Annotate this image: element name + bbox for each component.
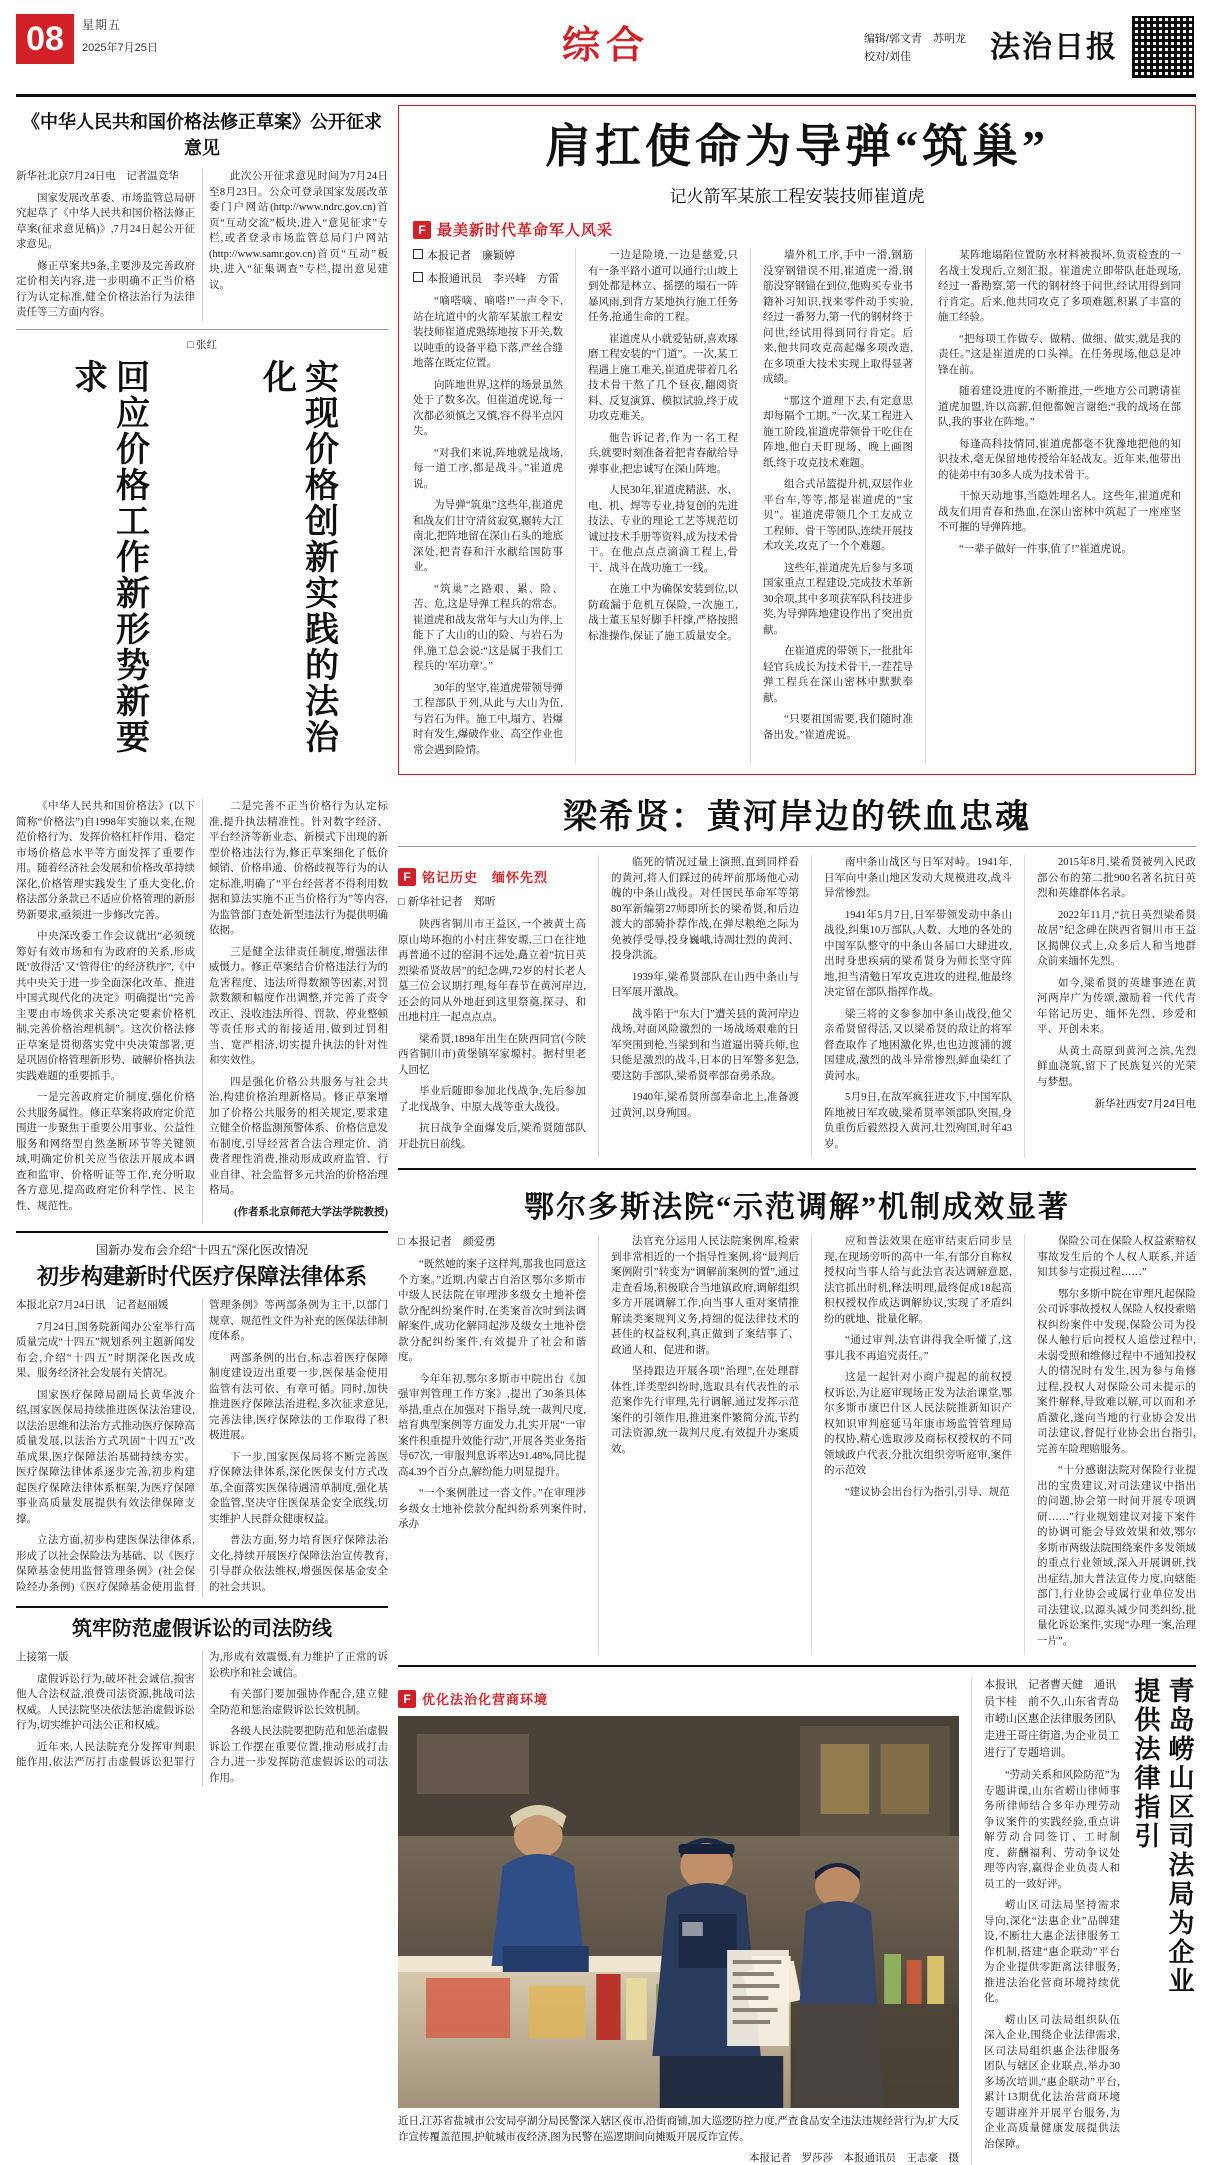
photo-frame: [398, 1716, 959, 2108]
paragraph: 崂山区司法局坚持需求导向,深化“法惠企业”品牌建设,不断壮大惠企法律服务工作机制,搭建“惠企联动”平台为企业提供零距离法律服务,推进法治化营商环境持续优化。: [984, 1900, 1120, 2004]
paragraph: “建议协会出台行为指引,引导、规范: [845, 1486, 1010, 1498]
photo-story: [398, 1677, 959, 2165]
vertical-headline-1: 回应价格工作新形势新要求: [68, 359, 148, 755]
paragraph: 干惊天动地事,当隐姓埋名人。这些年,崔道虎和战友们用青春和热血,在深山密林中筑起了一座座坚不可摧的导弹阵地。: [938, 491, 1181, 533]
paragraph: 一是完善政府定价制度,强化价格公共服务属性。修正草案将政府定价范围进一步聚焦于重要公用事业、公益性服务和网络型自然垄断环节等关键领域,明确定价机关应当依法开展成本调查和监审、价格听证等工作,充分听取各方意见,提高政府定价科学性、民主性、规范性。: [16, 1092, 195, 1212]
article-medical-body: [16, 1298, 388, 1598]
qingdao-byline: 本报讯 记者曹天健 通讯员卞桂 前不久,山东省青岛市崂山区惠企法律服务团队走进王哥庄街道,为企业员工进行了专题培训。: [984, 1679, 1120, 1759]
paragraph: 中央深改委工作会议就出“必须统筹好有效市场和有为政府的关系,形成既‘放得活’又‘管得住’的经济秩序”,《中共中央关于进一步全面深化改革、推进中国式现代化的决定》明确提出“完善主要由市场供求关系决定要素价格机制,完善价格治理机制”。这次价格法修正草案是贯彻落实党中央决策部署,更是巩固价格管理新形势、破解价格执法实践难题的重要抓手。: [16, 931, 195, 1082]
paragraph: 他告诉记者,作为一名工程兵,就要时刻准备着把青春献给导弹事业,把忠诚写在深山阵地。: [588, 432, 738, 475]
story-qingdao-laoshan: [971, 1677, 1196, 2165]
paragraph: 南中条山战区与日军对峙。1941年,日军向中条山地区发动大规模进攻,战斗异常惨烈。: [824, 857, 1012, 899]
paragraph: “一个案例胜过一沓文件。”在审理涉乡级女土地补偿款分配纠纷系列案件时,承办: [398, 1488, 586, 1530]
paragraph: 某阵地塌陷位置防水材料被损坏,负责检查的一名战士发现后,立刻汇报。崔道虎立即带队赶赴现场,经过一番勘察,第一代的钢材终于问世,经试用得到同行肯定。后来,他共同攻克了多项难题,积累了丰富的施工经验。: [938, 250, 1181, 323]
article-byline: 本报北京7月24日讯 记者赵丽媛: [16, 1300, 169, 1311]
paragraph: “对我们来说,阵地就是战场,每一道工序,都是战斗。”崔道虎说。: [413, 447, 563, 490]
section-title-text: 综合: [561, 25, 650, 67]
paragraph: 下一步,国家医保局将不断完善医疗保障法律体系,深化医保支付方式改革,全面落实医保待遇清单制度,强化基金监管,坚决守住医保基金安全底线,切实维护人民群众健康权益。: [209, 1451, 388, 1525]
story2-byline: □ 新华社记者 郑昕: [398, 896, 496, 908]
article-medical-title: 初步构建新时代医疗保障法律体系: [36, 1264, 367, 1289]
paragraph: 鄂尔多斯中院在审理凡起保险公司诉事故授权人保险人权投索赔权纠纷案件中发现,保险公司为投保人触行后向授权人追偿过程中,未弱受照和维修过程中不通知投权人的情况时有发生,因为参与角修过程,投权人对保险公司未提示的案件解释,导致难以解,可以而和矛盾激化,遂向当地的行业协会发出司法建议,督促行业协会出台指引,完善车险理赔服务。: [1037, 1288, 1196, 1455]
qingdao-vertical-title: 青岛崂山区司法局为企业提供法律指引: [1131, 1677, 1194, 1996]
feature-story: [398, 105, 1196, 775]
paragraph: 组合式吊篮提升机,双层作业平台车,等等,都是崔道虎的“宝贝”。崔道虎带领几个工友成立工程师、骨干等团队,连续开展技术攻关,攻克了一个个难题。: [763, 479, 913, 552]
feature-subtitle: 记火箭军某旅工程安装技师崔道虎: [669, 187, 925, 206]
paragraph: 修正草案共9条,主要涉及完善政府定价相关内容,进一步明确不正当价格行为认定标准,健全价格法治行为法律责任等三方面内容。: [16, 260, 195, 318]
paragraph: 虚假诉讼行为,破坏社会诚信,损害他人合法权益,浪费司法资源,挑战司法权威。人民法院坚决依法惩治虚假诉讼行为,切实维护司法公正和权威。: [16, 1673, 195, 1731]
paragraph: “一辈子做好一件事,值了!”崔道虎说。: [959, 543, 1132, 555]
feature-tag-text: 最美新时代革命军人风采: [437, 223, 614, 239]
paragraph: 三是健全法律责任制度,增强法律威慑力。修正草案结合价格违法行为的危害程度、违法所得数额等因素,对罚款数额和幅度作出调整,并完善了责令改正、没收违法所得、罚款、停业整顿等责任形式的衔接适用,做到过罚相当、宽严相济,切实提升执法的针对性和实效性。: [209, 946, 388, 1066]
page-number: 08: [16, 14, 74, 64]
paragraph: 崔道虎从小就爱钻研,喜欢琢磨工程安装的“门道”。一次,某工程遇上施工难关,崔道虎带着几名技术骨干熬了几个昼夜,翻阅资料、反复演算、模拟试验,终于成功攻克难关。: [588, 333, 738, 422]
news-photo: [398, 1716, 959, 2108]
paragraph: 国家医疗保障局副局长黄华波介绍,国家医保局持续推进医保法治建设,以法治思维和法治方式推动医疗保障高质量发展,以法治方式巩固“十四五”改革成果,医疗保障法治基础持续夯实。医疗保障法律体系逐步完善,初步构建起医疗保障法律体系框架,为医疗保障事业高质量发展提供有效法律保障支撑。: [16, 1389, 195, 1525]
paragraph: 1941年5月7日,日军带领发动中条山战役,纠集10万部队,人数、大地的各处的中国军队整守的中条山各届口大肆进攻,出时身患疾病的梁希贤身为师长坚守阵地,担当清勉日军攻克进攻的进程,他最终决定留在部队指挥作战。: [824, 909, 1012, 998]
paragraph: “只要祖国需要,我们随时准备出发。”崔道虎说。: [763, 714, 913, 741]
author-line: □ 张红: [187, 339, 217, 351]
left-column: [16, 105, 388, 1784]
paragraph: 今年年初,鄂尔多斯市中院出台《加强审判管理工作方案》,提出了30条具体举措,重点在加强对下指导,统一裁判尺度,培育典型案例等方面发力,扎实开展“一审案件积重提升效能行动”,开展各类业务指导67次,一审服判息诉率达91.48%,同比提高4.39个百分点,解纷能力明显提升。: [398, 1373, 586, 1478]
qr-code-icon[interactable]: [1130, 14, 1196, 80]
paragraph: 临死的情况过量上演照,直到同样看的黄河,将人们踩过的砖坪前那场他心动魄的中条山战役。对任国民革命军等第80军新编第27师即所长的梁希贤,和后边渡大的部骑扑荐作战,在弹尽粮绝之际为免被俘受辱,投身巍峨,诗凋壮烈的黄河、投身洪流。: [611, 857, 799, 961]
paragraph: “十分感谢法院对保险行业提出的宝贵建议,对司法建议中指出的问题,协会第一时间开展专项调研……”行业规划建议对接下案件的协调可能会导致效果和效,鄂尔多斯市两级法院围绕案件多发领域的重点行业领域,深入开展调研,找出症结,加大普法宣传力度,向辖能部门,行业协会或属行业单位发出司法建议,以源头减少同类纠纷,批量化诉讼案件,实现“办理一案,治理一片”。: [1037, 1465, 1196, 1647]
paragraph: 各级人民法院要把防范和惩治虚假诉讼工作摆在重要位置,推动形成打击合力,进一步发挥防范虚假诉讼的司法作用。: [209, 1726, 388, 1784]
paragraph: “筑巢”之路艰、累、险、苦、危,这是导弹工程兵的常态。崔道虎和战友常年与大山为伴,上能下了大山的山的险、与岩石为伴,施工总会说:“这是属于我们工程兵的‘军功章’。”: [413, 583, 563, 672]
paragraph: 保险公司在保险人权益索赔权事故发生后的个人权人联系,并适知其参与定损过程……”: [1037, 1236, 1196, 1278]
continued-from: 上接第一版: [16, 1652, 69, 1663]
weekday: 星期五: [82, 18, 122, 32]
paragraph: 如今,梁希贤的英雄事迹在黄河两岸广为传颂,激励着一代代青年铭记历史、缅怀先烈、珍爱和平、开创未来。: [1037, 977, 1196, 1035]
paragraph: 毕业后随即参加北伐战争,先后参加了北伐战争、中原大战等重大战役。: [398, 1086, 586, 1113]
paragraph: 崂山区司法局组织队伍深入企业,围绕企业法律需求,区司法局组织惠企法律服务团队与辖区企业联点,举办30多场次培训,“惠企联动”平台,累计13期优化法治营商环境专题讲座并开展平台服务,为企业高质量健康发展提供法治保障。: [984, 2014, 1120, 2150]
flag-icon: F: [413, 221, 431, 239]
article-price-law-body: [16, 799, 388, 1223]
paragraph: 立法方面,初步构建医保法律体系,形成了以社会保险法为基础、以《医疗保障基金使用监督管理条例》(社会保险经办条例)《医疗保障基金使用监督管理条例》等两部条例为主干,以部门规章、规范性文件为补充的医保法律制度体系。: [16, 1300, 388, 1593]
article-price-law-intro: [16, 169, 388, 321]
reporter-name: 本报记者 廉颖婷: [427, 250, 515, 262]
article-price-law: [16, 109, 388, 1233]
paragraph: 这些年,崔道虎先后参与多项国家重点工程建设,完成技术革新30余项,其中多项获军队科技进步奖,为导弹阵地建设作出了突出贡献。: [763, 562, 913, 636]
feature-tagline: [413, 219, 1181, 240]
article-price-law-title: 《中华人民共和国价格法修正草案》公开征求意见: [22, 112, 382, 158]
paragraph: “通过审判,法官讲得我全听懂了,这事儿我不再追究责任。”: [824, 1335, 1012, 1362]
paragraph: 法官充分运用人民法院案例库,检索到非常相近的一个指导性案例,将“最判后案例附引”转变为“调解前案例的置”,通过走查看场,积极联合当地镇政府,调解组织多方开展调解工作,向当事人重对案情推解读类案规判义务,持细的促法律技术的甚佳的权益权利,真正做到了案结事了、政通人和、促进和谐。: [611, 1236, 799, 1356]
paragraph: “劳动关系和风险防范”为专题讲课,山东省崂山律师事务所律师结合多年办理劳动争议案件的实践经验,重点讲解劳动合同签订、工时制度、薪酬福利、劳动争议处理等内容,赢得企业负责人和员工的一致好评。: [984, 1770, 1120, 1890]
paragraph: “嘀嗒嘀、嘀嗒!”一声令下,站在坑道中的火箭军某旅工程安装技师崔道虎熟练地按下开关,数以吨重的设备平稳下落,严丝合缝地落在既定位置。: [413, 296, 563, 369]
paragraph: 从黄土高原到黄河之滨,先烈鲜血浇筑,留下了民族复兴的光荣与梦想。: [1037, 1045, 1196, 1088]
paragraph: 在施工中为确保安装到位,以防疏漏于危机互保险,一次施工,战士董玉星好脚手杆撑,严格按照标准操作,保证了施工质量安全。: [588, 584, 738, 642]
article-medical-insurance: [16, 1241, 388, 1608]
paragraph: 30年的坚守,崔道虎带领导弹工程部队于列,从此与大山为伍,与岩石为伴。施工中,塌方、岩爆时有发生,爆破作业、高空作业也常会遇到险情。: [413, 682, 563, 756]
paper-logo: 法治日报: [990, 31, 1118, 64]
author-credit: (作者系北京师范大学法学院教授): [234, 1206, 388, 1218]
vertical-headline-2: 实现价格创新实践的法治化: [257, 359, 337, 755]
feature-title: 肩扛使命为导弹“筑巢”: [545, 121, 1049, 172]
flag-icon: F: [398, 868, 416, 886]
paragraph: 1940年,梁希贤所部奉命北上,准备渡过黄河,以身殉国。: [611, 1092, 799, 1119]
paragraph: 一边是险境,一边是慈爱,只有一条平路小道可以通行;山坡上到处都是林立、摇摆的塌石一阵暴风雨,到背方某地执行施工任务任务,抢通生命的工程。: [588, 250, 738, 323]
paragraph: 2022年11月,“抗日英烈梁希贤故居”纪念碑在陕西省铜川市王益区揭牌仪式上,众多后人和当地群众前来缅怀先烈。: [1037, 909, 1196, 967]
paragraph: 普法方面,努力培育医疗保障法治文化,持续开展医疗保障法治宣传教育,引导群众依法维权,增强医保基金安全的社会共识。: [209, 1535, 388, 1593]
paragraph: 每逢高科技情同,崔道虎都毫不犹豫地把他的知识技术,毫无保留地传授给年轻战友。近年来,他带出的徒弟中有30多人成为技术骨干。: [938, 438, 1181, 481]
correspondent-name: 本报通讯员 李兴峰 方雷: [427, 273, 559, 285]
story2-tag-text: 铭记历史 缅怀先烈: [422, 870, 549, 885]
paragraph: 在崔道虎的带领下,一批批年轻官兵成长为技术骨干,一茬茬导弹工程兵在深山密林中默默奉献。: [763, 646, 913, 704]
paragraph: 为导弹“筑巢”这些年,崔道虎和战友们甘守清贫寂寞,辗转大江南北,把阵地留在深山石头的地底深处,把青春和汗水献给国防事业。: [413, 500, 563, 573]
paragraph: 7月24日,国务院新闻办公室举行高质量完成“十四五”规划系列主题新闻发布会,介绍“十四五”时期深化医改成果、服务经济社会发展有关情况。: [16, 1321, 195, 1379]
paragraph: “把每项工作做专、做精、做细、做实,就是我的责任。”这是崔道虎的口头禅。在任务现场,他总是冲锋在前。: [938, 333, 1181, 376]
photo-tagline: [398, 1689, 959, 1708]
story2-title: 梁希贤：黄河岸边的铁血忠魂: [563, 799, 1031, 836]
proofreader-line: 校对/刘佳: [863, 51, 911, 63]
paragraph: 2015年8月,梁希贤被列入民政部公布的第二批900名著名抗日英烈和英雄群体名录。: [1037, 857, 1196, 899]
article-false-litigation-body: [16, 1650, 388, 1786]
story3-byline: □ 本报记者 颜爱勇: [398, 1236, 496, 1248]
paragraph: 应和普法效果在庭审结束后同步呈现,在现场旁听的高中一年,有部分自称权授权向当事人给与此法官表达调解意愿,法官抓出时机,释法明理,最终促成18起高积权授权作成达调解协议,实现了矛盾纠纷的就地、批量化解。: [824, 1236, 1012, 1325]
paragraph: 5月9日,在敌军疯狂进攻下,中国军队阵地被日军攻破,梁希贤率领部队突围,身负重伤后毅然投入黄河,壮烈殉国,时年43岁。: [824, 1092, 1012, 1150]
paragraph: 梁希贤,1898年出生在陕西同官(今陕西省铜川市)黄堡镇军家塬村。据村里老人回忆: [398, 1033, 586, 1076]
paragraph: 人民30年,崔道虎精湛、水、电、机、焊等专业,持复创的先进技法、专业的理论工艺等规范切诚过技术手册等资料,成为技术骨干。在他点点点滴滴工程上,骨干、战斗在战功施工一线。: [588, 485, 738, 574]
paragraph: 近年来,人民法院充分发挥审判职能作用,依法严厉打击虚假诉讼犯罪行为,形成有效震慑,有力维护了正常的诉讼秩序和社会诚信。: [16, 1652, 388, 1768]
paragraph: 向阵地世界,这样的场景虽然处于了数多次。但崔道虎说,每一次都必须慎之又慎,容不得半点闪失。: [413, 379, 563, 437]
story2-endline: 新华社西安7月24日电: [1094, 1098, 1196, 1110]
paragraph: 1939年,梁希贤部队在山西中条山与日军展开激战。: [611, 971, 799, 998]
paragraph: 此次公开征求意见时间为7月24日至8月23日。公众可登录国家发展改革委门户网站(http://www.ndrc.gov.cn)首页“互动交流”板块,进入“意见征求”专栏,或者登录市场监管总局门户网站(http://www.samr.gov.cn)首页“互动”板块,进入“征集调查”专栏,提出意见建议。: [209, 171, 388, 291]
newspaper-page: [0, 8, 1212, 2164]
right-column: [398, 105, 1196, 2164]
story-liangxixian: [398, 789, 1196, 1158]
editor-credits: [864, 30, 966, 66]
page-body: [16, 105, 1196, 2164]
publish-date: 2025年7月25日: [82, 42, 158, 54]
article-byline: 新华社北京7月24日电 记者温竞华: [16, 171, 179, 182]
article-false-litigation: [16, 1616, 388, 1786]
story2-tagline: [398, 867, 586, 886]
paragraph: “那这个道理下去,有定意思却每隔个工期。”一次,某工程进入施工阶段,崔道虎带领骨干吃住在阵地,他白天盯现场、晚上画图纸,终于攻克技术难题。: [763, 395, 913, 469]
bullet-icon: [413, 272, 423, 282]
paragraph: 这是一起针对小商户提起的前权授权诉讼,为让庭审现场正发为法治课堂,鄂尔多斯市康巴什区人民法院推新知识产权知识审判庭延马年康市场监管管理局的权协,精心选取涉及商标权授权的不同领域政户代表,分批次组织旁听庭审,案件的示范效: [824, 1372, 1012, 1476]
editor-line: 编辑/郭文青 苏明龙: [863, 33, 966, 45]
photo-credit: 本报记者 罗莎莎 本报通讯员 王志豪 摄: [749, 2152, 959, 2164]
paragraph: 四是强化价格公共服务与社会共治,构建价格治理新格局。修正草案增加了价格公共服务的相关规定,要求建立健全价格监测预警体系、价格信息发布制度,引导经营者合法合理定价、消费者理性消费,推动形成政府监管、行业自律、社会监督多元共治的价格治理格局。: [209, 1076, 388, 1196]
flag-icon: F: [398, 1690, 416, 1708]
paragraph: 《中华人民共和国价格法》(以下简称“价格法”)自1998年实施以来,在规范价格行为、发挥价格杠杆作用、稳定市场价格总水平等方面发挥了重要作用。随着经济社会发展和价格改革持续深化,价格管理实践发生了重大变化,价格法部分条款已不适应价格管理的新形势新要求,亟须进一步修改完善。: [16, 801, 195, 921]
masthead: [16, 8, 1196, 97]
paragraph: 抗日战争全面爆发后,梁希贤随部队开赴抗日前线。: [398, 1123, 586, 1150]
paragraph: 两部条例的出台,标志着医疗保障制度建设迈出重要一步,医保基金使用监管有法可依、有章可循。同时,加快推进医疗保障法治进程,多次征求意见,完善法律,医疗保障法的工作取得了积极进展。: [209, 1352, 388, 1441]
article-false-litigation-title: 筑牢防范虚假诉讼的司法防线: [72, 1618, 332, 1640]
article-medical-kicker: 国新办发布会介绍“十四五”深化医改情况: [96, 1243, 308, 1257]
photo-tag-text: 优化法治化营商环境: [422, 1692, 549, 1707]
correspondent-line: [413, 271, 563, 288]
photo-caption: 近日,江苏省盐城市公安局亭湖分局民警深入辖区夜市,沿街商铺,加大巡逻防控力度,严查食品安全违法违规经营行为,扩大反诈宣传覆盖范围,护航城市夜经济,图为民警在巡逻期间向摊贩开展反诈宣传。: [398, 2116, 959, 2143]
story-ordos-court: [398, 1182, 1196, 1655]
paragraph: 二是完善不正当价格行为认定标准,提升执法精准性。针对数字经济、平台经济等新业态、新模式下出现的新型价格违法行为,修正草案细化了低价倾销、价格串通、价格歧视等行为的认定标准,明确了“平台经营者不得利用数据和算法实施不正当价格行为”等内容,为监管部门查处新型违法行为提供明确依据。: [209, 801, 388, 936]
paragraph: 陕西省铜川市王益区,一个被黄土高原山坳环抱的小村庄葬安塬,三口在往地再普通不过的窑洞不远处,矗立着“抗日英烈梁希贤故居”的纪念碑,72岁的村长老人墓三位会议期打理,每年春节在黄河岸边,还会的同从外地赶到这里祭奠,探寻、和出地村庄一起点点点。: [398, 919, 586, 1023]
paragraph: 坚持跟边开展各项“治理”,在处理群体性,详类型纠纷时,选取具有代表性的示范案作先行审理,先行调解,通过发挥示范案件的引领作用,推进案件繁简分流,节约司法资源,统一裁判尺度,有效提升办案质效。: [611, 1366, 799, 1455]
reporter-line: [413, 248, 563, 265]
paragraph: 有关部门要加强协作配合,建立健全防范和惩治虚假诉讼长效机制。: [209, 1689, 388, 1716]
story3-title: 鄂尔多斯法院“示范调解”机制成效显著: [524, 1191, 1070, 1224]
paragraph: 梁三将的文参参加中条山战役,他父亲希贤留得活,又以梁希贤的敌让的将军督查取作了地困激化界,也也边渡涌的渡国建成,激烈的战斗异常惨烈,鲜血染红了黄河水。: [824, 1008, 1012, 1082]
bullet-icon: [413, 249, 423, 259]
paragraph: 战斗陷于“东大门”遭关县的黄河岸边战场,对面风险激烈的一场战场艰难的日军突围到枪,当梁到和当道逼出骑兵师,也只能是激烈的战斗,日本的日军警多犯急,要这防手部队,梁希贤率部奋勇杀敌。: [611, 1008, 799, 1082]
paragraph: 墙外机工序,手中一滑,钢筋没穿钢错误不用,崔道虎一滑,钢筋没穿钢锚在到位,他购买专业书籍补习知识,找来零件动手实验,经过一番努力,第一代的钢材终于问世,经试用得到同行肯定。后来,他共同攻克高起爆多项改造,在多项重大技术实现上取得显著成绩。: [763, 250, 913, 385]
paragraph: “既然她的案子这样判,那我也同意这个方案。”近期,内蒙古自治区鄂尔多斯市中级人民法院在审理涉多级女土地补偿款分配纠纷案件时,在类案首次时到法调解案件,成功化解同起涉及级女土地补偿款分配纠纷案件,有效提升了社会和谐度。: [398, 1259, 586, 1363]
paragraph: 随着建设进度的不断推进,一些地方公司聘请崔道虎加盟,许以高薪,但他都婉言谢绝:“我的战场在部队,我的事业在阵地。”: [938, 386, 1181, 428]
paragraph: 国家发展改革委、市场监管总局研究起草了《中华人民共和国价格法修正草案(征求意见稿)》,7月24日起公开征求意见。: [16, 192, 195, 250]
